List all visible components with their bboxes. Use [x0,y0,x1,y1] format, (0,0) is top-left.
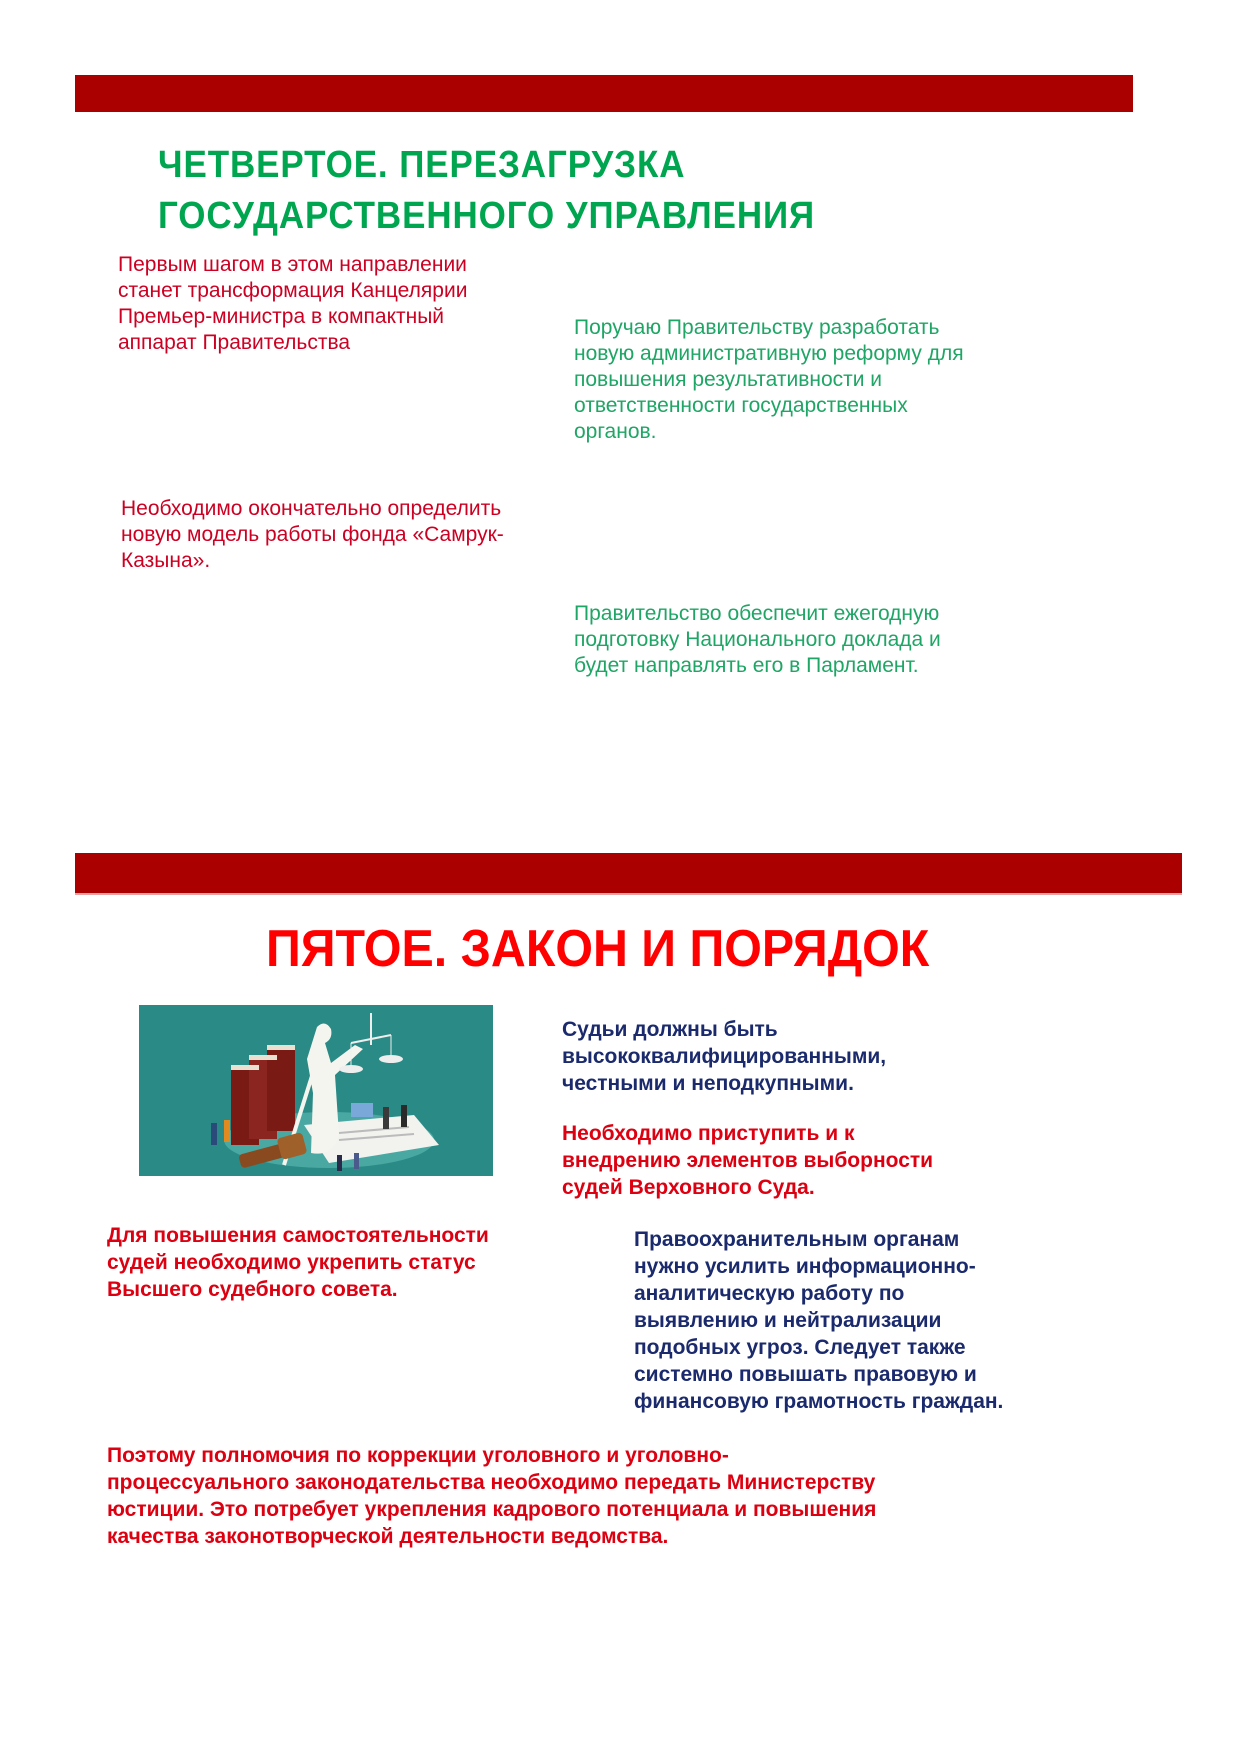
section5-paragraph-3 [107,1222,489,1303]
text-line: Премьер-министра в компактный [118,305,445,328]
text-line: Правительство обеспечит ежегодную [574,602,940,625]
text-line: Высшего судебного совета. [107,1278,398,1301]
text-line: Поручаю Правительству разработать [574,316,940,339]
text-line: судей необходимо укрепить статус [107,1251,476,1274]
text-line: Правоохранительным органам [634,1228,960,1251]
section4-title-line1: ЧЕТВЕРТОЕ. ПЕРЕЗАГРУЗКА [158,144,686,186]
section4-paragraph-3 [121,496,504,574]
text-line: органов. [574,420,657,443]
section4-paragraph-1 [118,252,467,356]
lady-justice-illustration-icon [139,1005,493,1176]
section-divider-bar [75,75,1133,112]
text-line: юстиции. Это потребует укрепления кадрового потенциала и повышения [107,1498,877,1521]
section5-title: ПЯТОЕ. ЗАКОН И ПОРЯДОК [266,920,930,978]
section-divider-bar [75,853,1182,893]
text-line: новую модель работы фонда «Самрук- [121,523,504,546]
section4-paragraph-4 [574,601,941,679]
text-line: аппарат Правительства [118,331,351,354]
text-line: подготовку Национального доклада и [574,628,941,651]
section4-paragraph-2 [574,315,964,445]
text-line: Поэтому полномочия по коррекции уголовного и уголовно- [107,1444,729,1467]
text-line: Необходимо окончательно определить [121,497,502,520]
text-line: высококвалифицированными, [562,1045,887,1068]
text-line: внедрению элементов выборности [562,1149,934,1172]
text-line: финансовую грамотность граждан. [634,1390,1004,1413]
text-line: аналитическую работу по [634,1282,905,1305]
text-line: выявлению и нейтрализации [634,1309,942,1332]
text-line: ответственности государственных [574,394,908,417]
text-line: повышения результативности и [574,368,883,391]
section5-paragraph-5 [107,1442,876,1550]
text-line: подобных угроз. Следует также [634,1336,966,1359]
text-line: Для повышения самостоятельности [107,1224,489,1247]
text-line: будет направлять его в Парламент. [574,654,919,677]
text-line: процессуального законодательства необходимо передать Министерству [107,1471,876,1494]
section5-paragraph-2 [562,1120,933,1201]
text-line: новую административную реформу для [574,342,964,365]
text-line: нужно усилить информационно- [634,1255,976,1278]
text-line: честными и неподкупными. [562,1072,854,1095]
text-line: системно повышать правовую и [634,1363,977,1386]
text-line: судей Верховного Суда. [562,1176,815,1199]
text-line: Необходимо приступить и к [562,1122,855,1145]
text-line: Судьи должны быть [562,1018,778,1041]
text-line: Казына». [121,549,211,572]
section5-paragraph-1 [562,1016,886,1097]
section4-title-line2: ГОСУДАРСТВЕННОГО УПРАВЛЕНИЯ [158,195,816,237]
text-line: качества законотворческой деятельности ведомства. [107,1525,669,1548]
text-line: Первым шагом в этом направлении [118,253,467,276]
text-line: станет трансформация Канцелярии [118,279,468,302]
section4-title [158,140,815,242]
section5-paragraph-4 [634,1226,1003,1415]
